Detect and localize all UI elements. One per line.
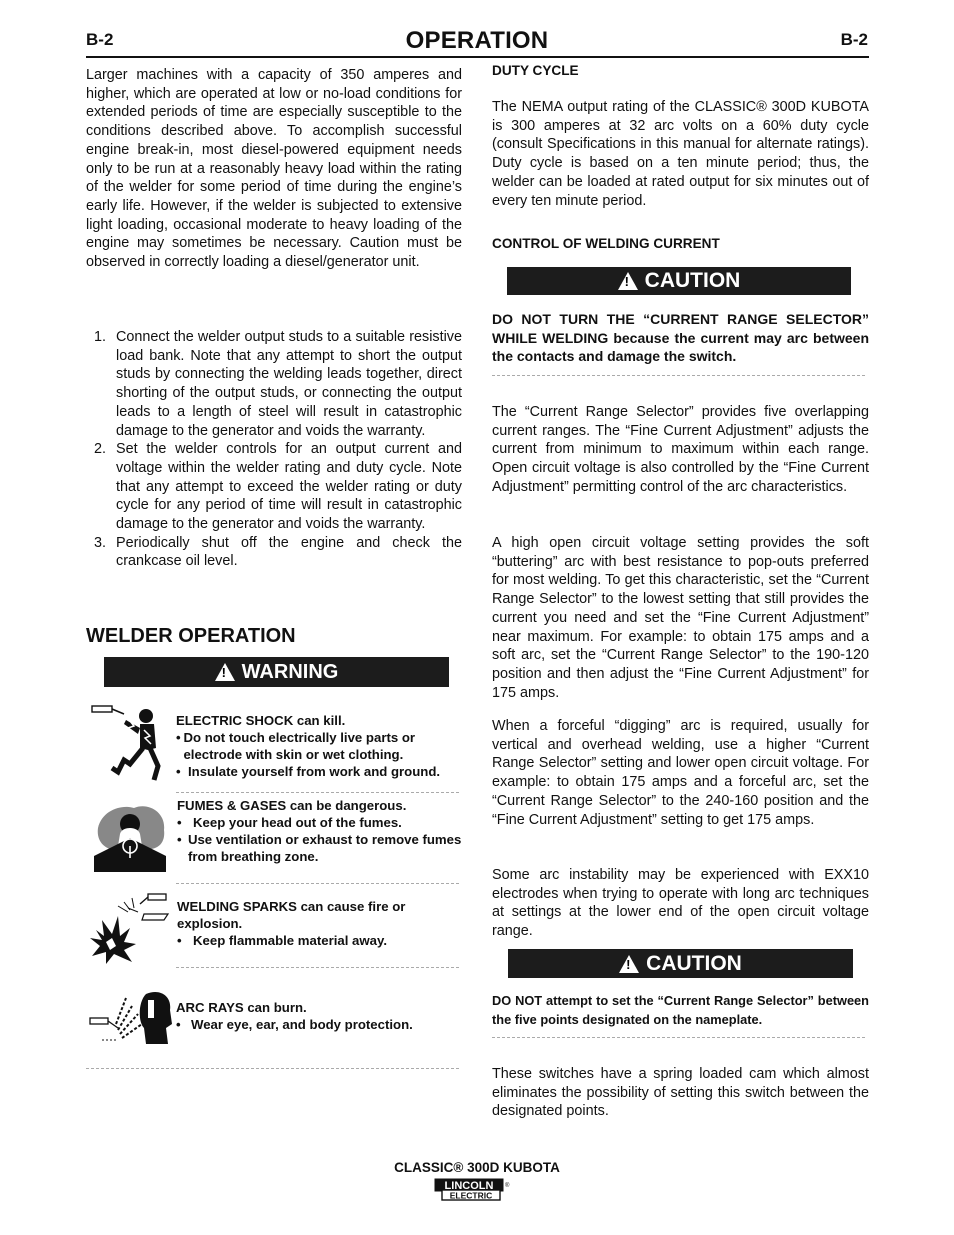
page-title: OPERATION [405,27,549,54]
hazard-bullet: Do not touch electrically live parts or electrode with skin or wet clothing. [183,730,416,762]
caution-label: CAUTION [646,951,742,975]
hazard-title: ELECTRIC SHOCK can kill. [176,713,346,728]
step-text: Set the welder controls for an output current and voltage within the welder rating and duty cycle. Note that any attempt to exceed the welder rating or duty cycle for any period of time will result in catastrophic damage to the generator and voids the warranty. [116,441,462,533]
procedure-list [86,328,462,571]
hazard-title: WELDING SPARKS can cause fire or explosion. [177,899,406,931]
divider [492,1037,865,1038]
hazard-arc-rays: ARC RAYS can burn. • Wear eye, ear, and body protection. [176,999,466,1033]
warning-triangle-icon: ! [619,955,639,973]
paragraph: A high open circuit voltage setting provides the soft “buttering” arc with best resistance to pop-outs preferred for most welding. To get this characteristic, set the “Current Range Selector” to the lowest setting that still provides the current you need and set the “Fine Current Adjustment” near maximum. For example: to obtain 175 amps and a soft arc, set the “Current Range Selector” to the 190-120 position and then adjust the “Fine Current Adjustment” for 175 amps. [492,535,869,701]
hazard-sparks: WELDING SPARKS can cause fire or explosion. • Keep flammable material away. [177,898,447,949]
warning-banner [104,657,449,687]
warning-triangle-icon: ! [618,272,638,290]
divider [492,375,865,376]
logo-top-text: LINCOLN [444,1180,494,1192]
arc-rays-icon [88,988,174,1046]
footer-model-name: CLASSIC® 300D KUBOTA [394,1160,560,1175]
section-title-welder-operation: WELDER OPERATION [86,625,296,647]
intro-paragraph: Larger machines with a capacity of 350 amperes and higher, which are operated at low or no-load conditions for extended periods of time are especially susceptible to the conditions described above. To accomplish successful engine break-in, most diesel-powered equipment needs only to be run at a reasonably heavy load within the rating of the welder for some period of time during the engine’s early life. However, if the welder is subjected to extensive light loading, occasional moderate to heavy loading of the engine may sometimes be necessary. Caution must be observed in correctly loading a diesel/generator unit. [86,67,462,271]
step-number: 2. [94,441,107,458]
divider [176,792,459,793]
warning-label: WARNING [241,660,339,683]
electric-shock-icon [88,700,168,782]
hazard-fumes: FUMES & GASES can be dangerous. • Keep your head out of the fumes. • Use ventilation or exhaust to remove fumes from breathing zone. [177,797,467,865]
paragraph: Some arc instability may be experienced with EXX10 electrodes when trying to operate with long arc techniques at settings at the lower end of the open circuit voltage range. [492,867,869,940]
page-code-left: B-2 [86,30,114,49]
lincoln-electric-logo [434,1178,510,1202]
header-rule [86,56,869,58]
welding-sparks-icon [88,890,172,966]
step-text: Connect the welder output studs to a suitable resistive load bank. Note that any attempt to short the output studs by connecting the welding leads together, direct shorting of the output studs, or connecting the output leads to a length of steel will result in catastrophic damage to the generator and voids the warranty. [116,329,462,439]
duty-cycle-heading: DUTY CYCLE [492,63,579,78]
hazard-title: ARC RAYS can burn. [176,1000,307,1015]
step-number: 1. [94,329,107,345]
duty-cycle-paragraph: The NEMA output rating of the CLASSIC® 300D KUBOTA is 300 amperes at 32 arc volts on a 60% duty cycle (consult Specifications in this manual for alternate ratings). Duty cycle is based on a ten minute period; thus, the welder can be loaded at rated output for six minutes out of every ten minute period. [492,99,869,209]
warning-triangle-icon: ! [215,663,235,681]
hazard-bullet: Keep your head out of the fumes. [193,815,402,830]
paragraph: These switches have a spring loaded cam which almost eliminates the possibility of setting this switch between the designated points. [492,1066,869,1120]
control-heading: CONTROL OF WELDING CURRENT [492,236,720,251]
caution-text: DO NOT TURN THE “CURRENT RANGE SELECTOR” WHILE WELDING because the current may arc between the contacts and damage the switch. [492,311,869,365]
caution-banner [508,949,853,978]
list-item [86,534,462,571]
hazard-bullet: Keep flammable material away. [193,933,387,948]
hazard-bullet: Use ventilation or exhaust to remove fumes from breathing zone. [187,832,462,864]
divider [176,883,459,884]
hazard-bullet: Insulate yourself from work and ground. [188,764,441,779]
divider [86,1068,459,1069]
hazard-electric-shock: ELECTRIC SHOCK can kill. • Do not touch electrically live parts or electrode with skin or wet clothing. • Insulate yourself from work and ground. [176,712,466,780]
paragraph: The “Current Range Selector” provides five overlapping current ranges. The “Fine Current Adjustment” adjusts the current from minimum to maximum within each range. Open circuit voltage is also controlled by the “Fine Current Adjustment” permitting control of the arc characteristics. [492,404,869,495]
hazard-title: FUMES & GASES can be dangerous. [177,798,407,813]
hazard-bullet: Wear eye, ear, and body protection. [191,1017,413,1032]
list-item [86,328,462,440]
caution-banner [507,267,851,295]
step-number: 3. [94,534,107,551]
svg-text:®: ® [505,1183,510,1189]
divider [176,967,459,968]
caution-text: DO NOT attempt to set the “Current Range Selector” between the five points designated on the nameplate. [492,993,869,1027]
list-item [86,440,462,534]
caution-label: CAUTION [644,269,741,292]
step-text: Periodically shut off the engine and check the crankcase oil level. [116,534,462,570]
fumes-icon [92,800,172,874]
logo-bottom-text: ELECTRIC [449,1190,493,1201]
paragraph: When a forceful “digging” arc is required, usually for vertical and overhead welding, use a higher “Current Range Selector” setting and lower open circuit voltage. For example: to obtain 175 amps and a forceful arc, set the “Current Range Selector” to the 240-160 position and the “Fine Current Adjustment” setting to get 175 amps. [492,718,869,828]
page-code-right: B-2 [840,30,868,49]
